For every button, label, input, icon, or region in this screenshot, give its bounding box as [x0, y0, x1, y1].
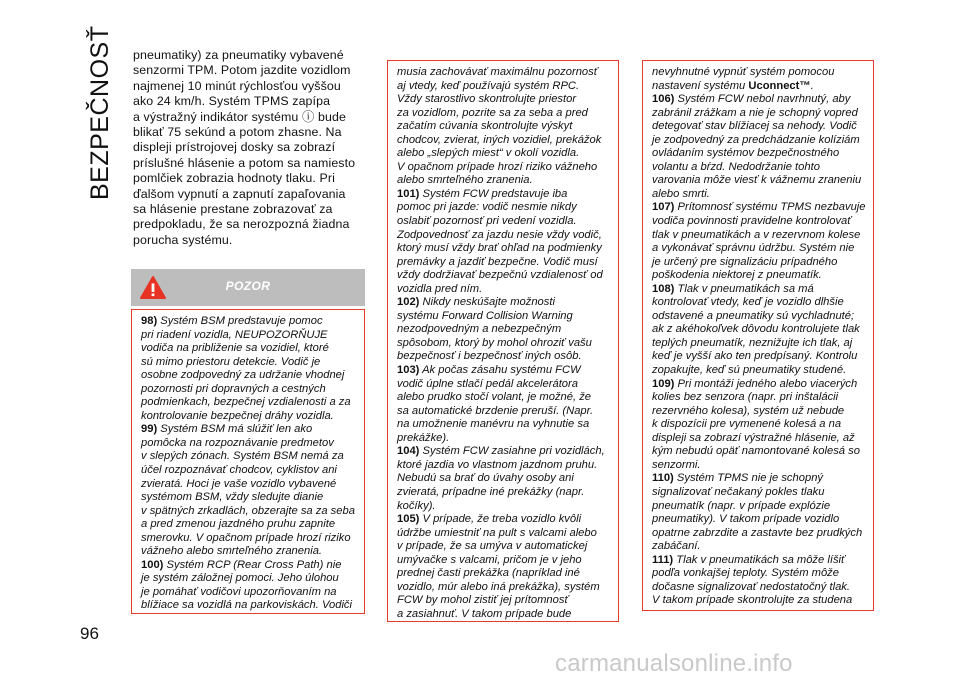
note-number: 102) [397, 296, 420, 309]
warning-box-3 [642, 60, 874, 611]
note-number: 100) [141, 558, 164, 571]
note-text: Systém FCW zasiahne pri vozidlách, ktoré jazdia vo vlastnom jazdnom pruhu. Nebudú sa brať do úvahy osoby ani zvieratá, prípadne iné prekážky (napr. kočíky). [397, 445, 605, 512]
continued-text-end: . [810, 79, 814, 92]
note-text: Systém BSM predstavuje pomoc pri riadení vozidla, NEUPOZORŇUJE vodiča na približenie sa vozidiel, ktoré sú mimo priestoru detekcie. Vodič je osobne zodpovedný za udržanie vhodnej pozornosti pri dopravných a cestných podmienkach, bezpečnej vzdialenosti a za kontrolovanie bezpečnej dráhy vozidla. [141, 315, 351, 422]
note-number: 105) [397, 513, 420, 526]
continued-text: nevyhnutné vypnúť systém pomocou nastavení systému [652, 66, 835, 92]
note-number: 106) [652, 93, 675, 106]
note-number: 101) [397, 187, 420, 200]
warning-header [131, 269, 365, 306]
note-number: 104) [397, 445, 420, 458]
warning-box-2 [387, 60, 619, 622]
brand-name: Uconnect™ [748, 79, 811, 92]
note-text: Nikdy neskúšajte možnosti systému Forward Collision Warning nezodpovedným a nebezpečným spôsobom, ktorý by mohol ohroziť vašu bezpečnosť i bezpečnosť iných osôb. [397, 296, 592, 363]
note-text: Systém BSM má slúžiť len ako pomôcka na rozpoznávanie predmetov v slepých zónach. Systém BSM nemá za účel rozpoznávať chodcov, cyklistov ani zvieratá. Hoci je vaše vozidlo vybavené systémom BSM, vždy sledujte dianie v spätných zrkadlách, obzerajte sa za seba a pred zmenou jazdného pruhu zapnite smerovku. V opačnom prípade hrozí riziko vážneho alebo smrteľného zranenia. [141, 423, 355, 558]
note-number: 98) [141, 315, 158, 327]
note-number: 99) [141, 423, 158, 436]
warning-box-1-text [141, 315, 358, 613]
tpms-paragraph: pneumatiky) za pneumatiky vybavené senzormi TPM. Potom jazdite vozidlom najmenej 10 minút rýchlosťou vyššou ako 24 km/h. Systém TPMS zapípa a výstražný indikátor systému ⓘ bude blikať 75 sekúnd a potom zhasne. Na displeji prístrojovej dosky sa zobrazí príslušné hlásenie a potom sa namiesto pomlčiek zobrazia hodnoty tlaku. Pri ďalšom vypnutí a zapnutí zapaľovania sa hlásenie prestane zobrazovať za predpokladu, že sa nerozpozná žiadna porucha systému. [133, 48, 356, 247]
warning-title: POZOR [225, 279, 271, 293]
note-text: V prípade, že treba vozidlo kvôli údržbe umiestniť na pult s valcami alebo v prípade, že sa umýva v automatickej umývačke s valcami, pričom je v jeho prednej časti prekážka (napríklad iné vozidlo, múr alebo iná prekážka), systém FCW by mohol zistiť jej prítomnosť a zasiahnuť. V takom prípade bude [397, 513, 600, 620]
note-number: 111) [652, 553, 674, 566]
warning-box-1 [131, 309, 365, 614]
watermark: carmanualsonline.info [555, 650, 793, 677]
note-text: Pri montáži jedného alebo viacerých kolies bez senzora (napr. pri inštalácii rezervného kolesa), systém už nebude k dispozícii pre vymenené kolesá a na displeji sa zobrazí výstražné hlásenie, až kým nebudú opäť namontované kolesá so senzormi. [652, 377, 860, 471]
note-number: 103) [397, 364, 420, 377]
warning-box-3-text [652, 66, 867, 608]
continued-text: musia zachovávať maximálnu pozornosť aj vtedy, keď používajú systém RPC. Vždy starostlivo skontrolujte priestor za vozidlom, pozrite sa za seba a pred začatím cúvania skontrolujte výskyt chodcov, zvierat, iných vozidiel, prekážok alebo „slepých miest“ v okolí vozidla. V opačnom prípade hrozí riziko vážneho alebo smrteľného zranenia. [397, 66, 602, 187]
note-number: 109) [652, 377, 675, 390]
page-number: 96 [80, 624, 99, 643]
section-title-vertical [82, 25, 114, 200]
note-text: Systém RCP (Rear Cross Path) nie je systém záložnej pomoci. Jeho úlohou je pomáhať vodičovi upozorňovaním na blížiace sa vozidlá na parkoviskách. Vodiči [141, 558, 353, 612]
note-number: 108) [652, 282, 675, 295]
main-text-column [133, 48, 365, 248]
note-text: Systém TPMS nie je schopný signalizovať nečakaný pokles tlaku pneumatík (napr. v prípade explózie pneumatiky). V takom prípade vozidlo opatrne zabrzdite a zastavte bez prudkých zabáčaní. [652, 472, 863, 553]
note-number: 107) [652, 201, 675, 214]
warning-box-2-text [397, 66, 612, 621]
note-text: Systém FCW predstavuje iba pomoc pri jazde: vodič nesmie nikdy oslabiť pozornosť pri vedení vozidla. Zodpovednosť za jazdu nesie vždy vodič, ktorý musí vždy brať ohľad na podmienky premávky a jazdiť bezpečne. Vodič musí vždy dodržiavať bezpečnú vzdialenosť od vozidla pred ním. [397, 187, 603, 295]
note-text: Tlak v pneumatikách sa môže líšiť podľa vonkajšej teploty. Systém môže dočasne signalizovať nedostatočný tlak. V takom prípade skontrolujte za studena [652, 553, 853, 607]
note-number: 110) [652, 472, 674, 485]
note-text: Prítomnosť systému TPMS nezbavuje vodiča povinnosti pravidelne kontrolovať tlak v pneumatikách a v rezervnom kolese a vykonávať správnu údržbu. Systém nie je určený pre signalizáciu prípadného poškodenia niektorej z pneumatík. [652, 201, 866, 282]
section-title-text: BEZPEČNOSŤ [86, 25, 114, 200]
note-text: Ak počas zásahu systému FCW vodič úplne stlačí pedál akcelerátora alebo prudko stočí volant, je možné, že sa automatické brzdenie preruší. (Napr. na umožnenie manévru na vyhnutie sa prekážke). [397, 364, 594, 444]
note-text: Systém FCW nebol navrhnutý, aby zabránil zrážkam a nie je schopný vopred detegovať stav blížiacej sa nehody. Vodič je zodpovedný za predchádzanie kolíziám ovládaním systémov bezpečnostného volantu a bŕzd. Nedodržanie tohto varovania môže viesť k vážnemu zraneniu alebo smrti. [652, 93, 862, 200]
note-text: Tlak v pneumatikách sa má kontrolovať vtedy, keď je vozidlo dlhšie odstavené a pneumatiky sú vychladnuté; ak z akéhokoľvek dôvodu kontrolujete tlak teplých pneumatík, neznižujte ich tlak, aj keď je vyšší ako ten predpísaný. Kontrolu zopakujte, keď sú pneumatiky studené. [652, 282, 860, 377]
